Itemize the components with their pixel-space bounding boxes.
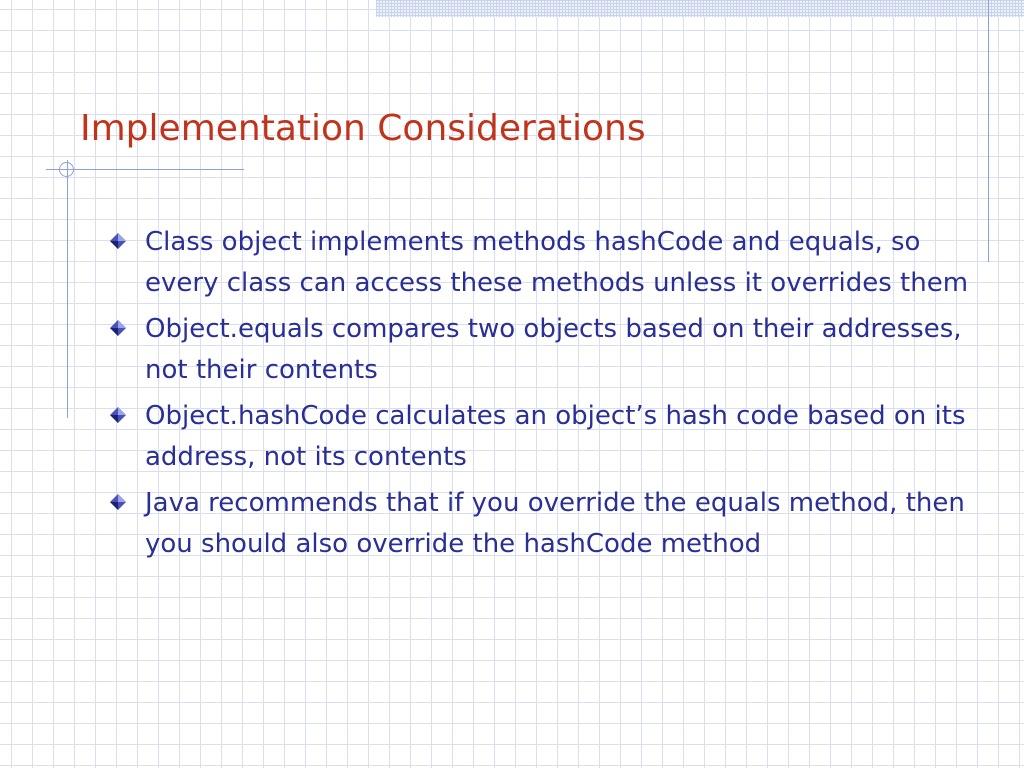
left-accent-line — [67, 160, 68, 418]
bullet-list — [108, 222, 988, 570]
header-pattern-band — [376, 0, 1024, 17]
bullet-item — [108, 222, 988, 304]
diamond-bullet-icon — [109, 232, 127, 250]
diamond-bullet-icon — [109, 493, 127, 511]
bullet-text: Object.hashCode calculates an object’s hash code based on its address, not its contents — [145, 401, 966, 472]
slide-title: Implementation Considerations — [80, 108, 646, 149]
bullet-text: Java recommends that if you override the equals method, then you should also override the hashCode method — [145, 488, 965, 559]
bullet-item — [108, 396, 988, 478]
diamond-bullet-icon — [109, 406, 127, 424]
bullet-item — [108, 483, 988, 565]
diamond-bullet-icon — [109, 319, 127, 337]
right-accent-line — [988, 0, 989, 262]
bullet-text: Class object implements methods hashCode and equals, so every class can access these methods unless it overrides them — [145, 227, 969, 298]
bullet-item — [108, 309, 988, 391]
bullet-text: Object.equals compares two objects based on their addresses, not their contents — [145, 314, 962, 385]
title-underline-rule — [46, 169, 244, 170]
crosshair-circle-icon — [59, 162, 74, 177]
